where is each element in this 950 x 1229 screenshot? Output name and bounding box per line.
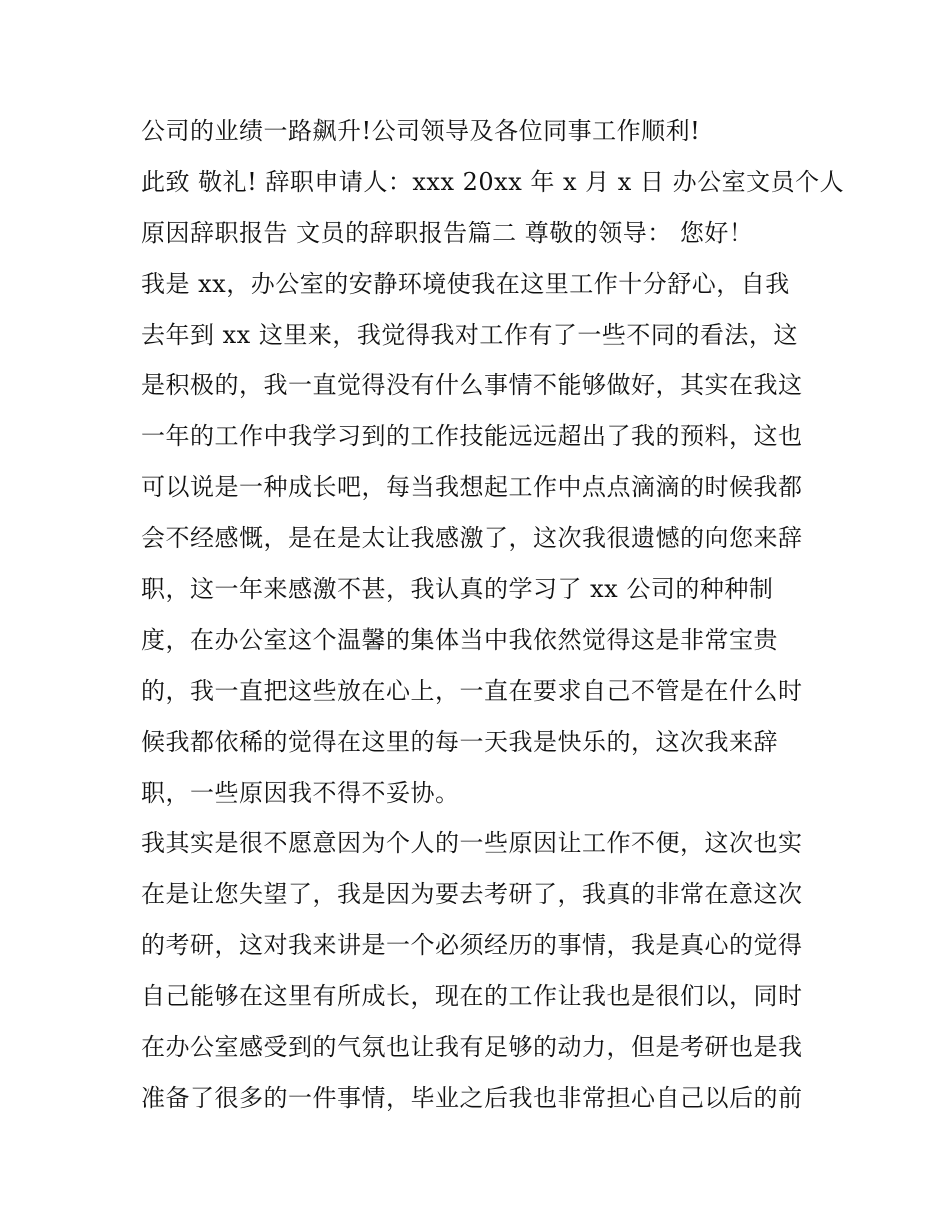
- text-line: 是积极的，我一直觉得没有什么事情不能够做好，其实在我这: [141, 371, 803, 400]
- text-line: 会不经感慨，是在是太让我感激了，这次我很遗憾的向您来辞: [141, 524, 803, 553]
- text-line: 我其实是很不愿意因为个人的一些原因让工作不便，这次也实: [141, 829, 803, 858]
- text-line: 在办公室感受到的气氛也让我有足够的动力，但是考研也是我: [141, 1033, 803, 1062]
- text-line: 自己能够在这里有所成长，现在的工作让我也是很们以，同时: [141, 982, 803, 1011]
- text-line: 职，一些原因我不得不妥协。: [141, 778, 460, 807]
- text-line: 准备了很多的一件事情，毕业之后我也非常担心自己以后的前: [141, 1083, 803, 1112]
- text-line: 的，我一直把这些放在心上，一直在要求自己不管是在什么时: [141, 676, 803, 705]
- text-line: 原因辞职报告 文员的辞职报告篇二 尊敬的领导： 您好！: [141, 218, 754, 247]
- text-line: 职，这一年来感激不甚，我认真的学习了 xx 公司的种种制: [141, 575, 774, 604]
- text-line: 去年到 xx 这里来，我觉得我对工作有了一些不同的看法，这: [141, 320, 798, 349]
- text-line: 一年的工作中我学习到的工作技能远远超出了我的预料，这也: [141, 422, 803, 451]
- text-line: 度，在办公室这个温馨的集体当中我依然觉得这是非常宝贵: [141, 625, 778, 654]
- text-line: 我是 xx，办公室的安静环境使我在这里工作十分舒心，自我: [141, 269, 790, 298]
- document-body: [141, 106, 845, 1124]
- text-line: 的考研，这对我来讲是一个必须经历的事情，我是真心的觉得: [141, 931, 803, 960]
- text-line: 公司的业绩一路飙升!公司领导及各位同事工作顺利!: [141, 117, 701, 145]
- text-line: 可以说是一种成长吧，每当我想起工作中点点滴滴的时候我都: [141, 473, 803, 502]
- text-line: 此致 敬礼! 辞职申请人：xxx 20xx 年 x 月 x 日 办公室文员个人: [141, 167, 845, 196]
- text-line: 在是让您失望了，我是因为要去考研了，我真的非常在意这次: [141, 880, 803, 909]
- text-line: 候我都依稀的觉得在这里的每一天我是快乐的，这次我来辞: [141, 727, 778, 756]
